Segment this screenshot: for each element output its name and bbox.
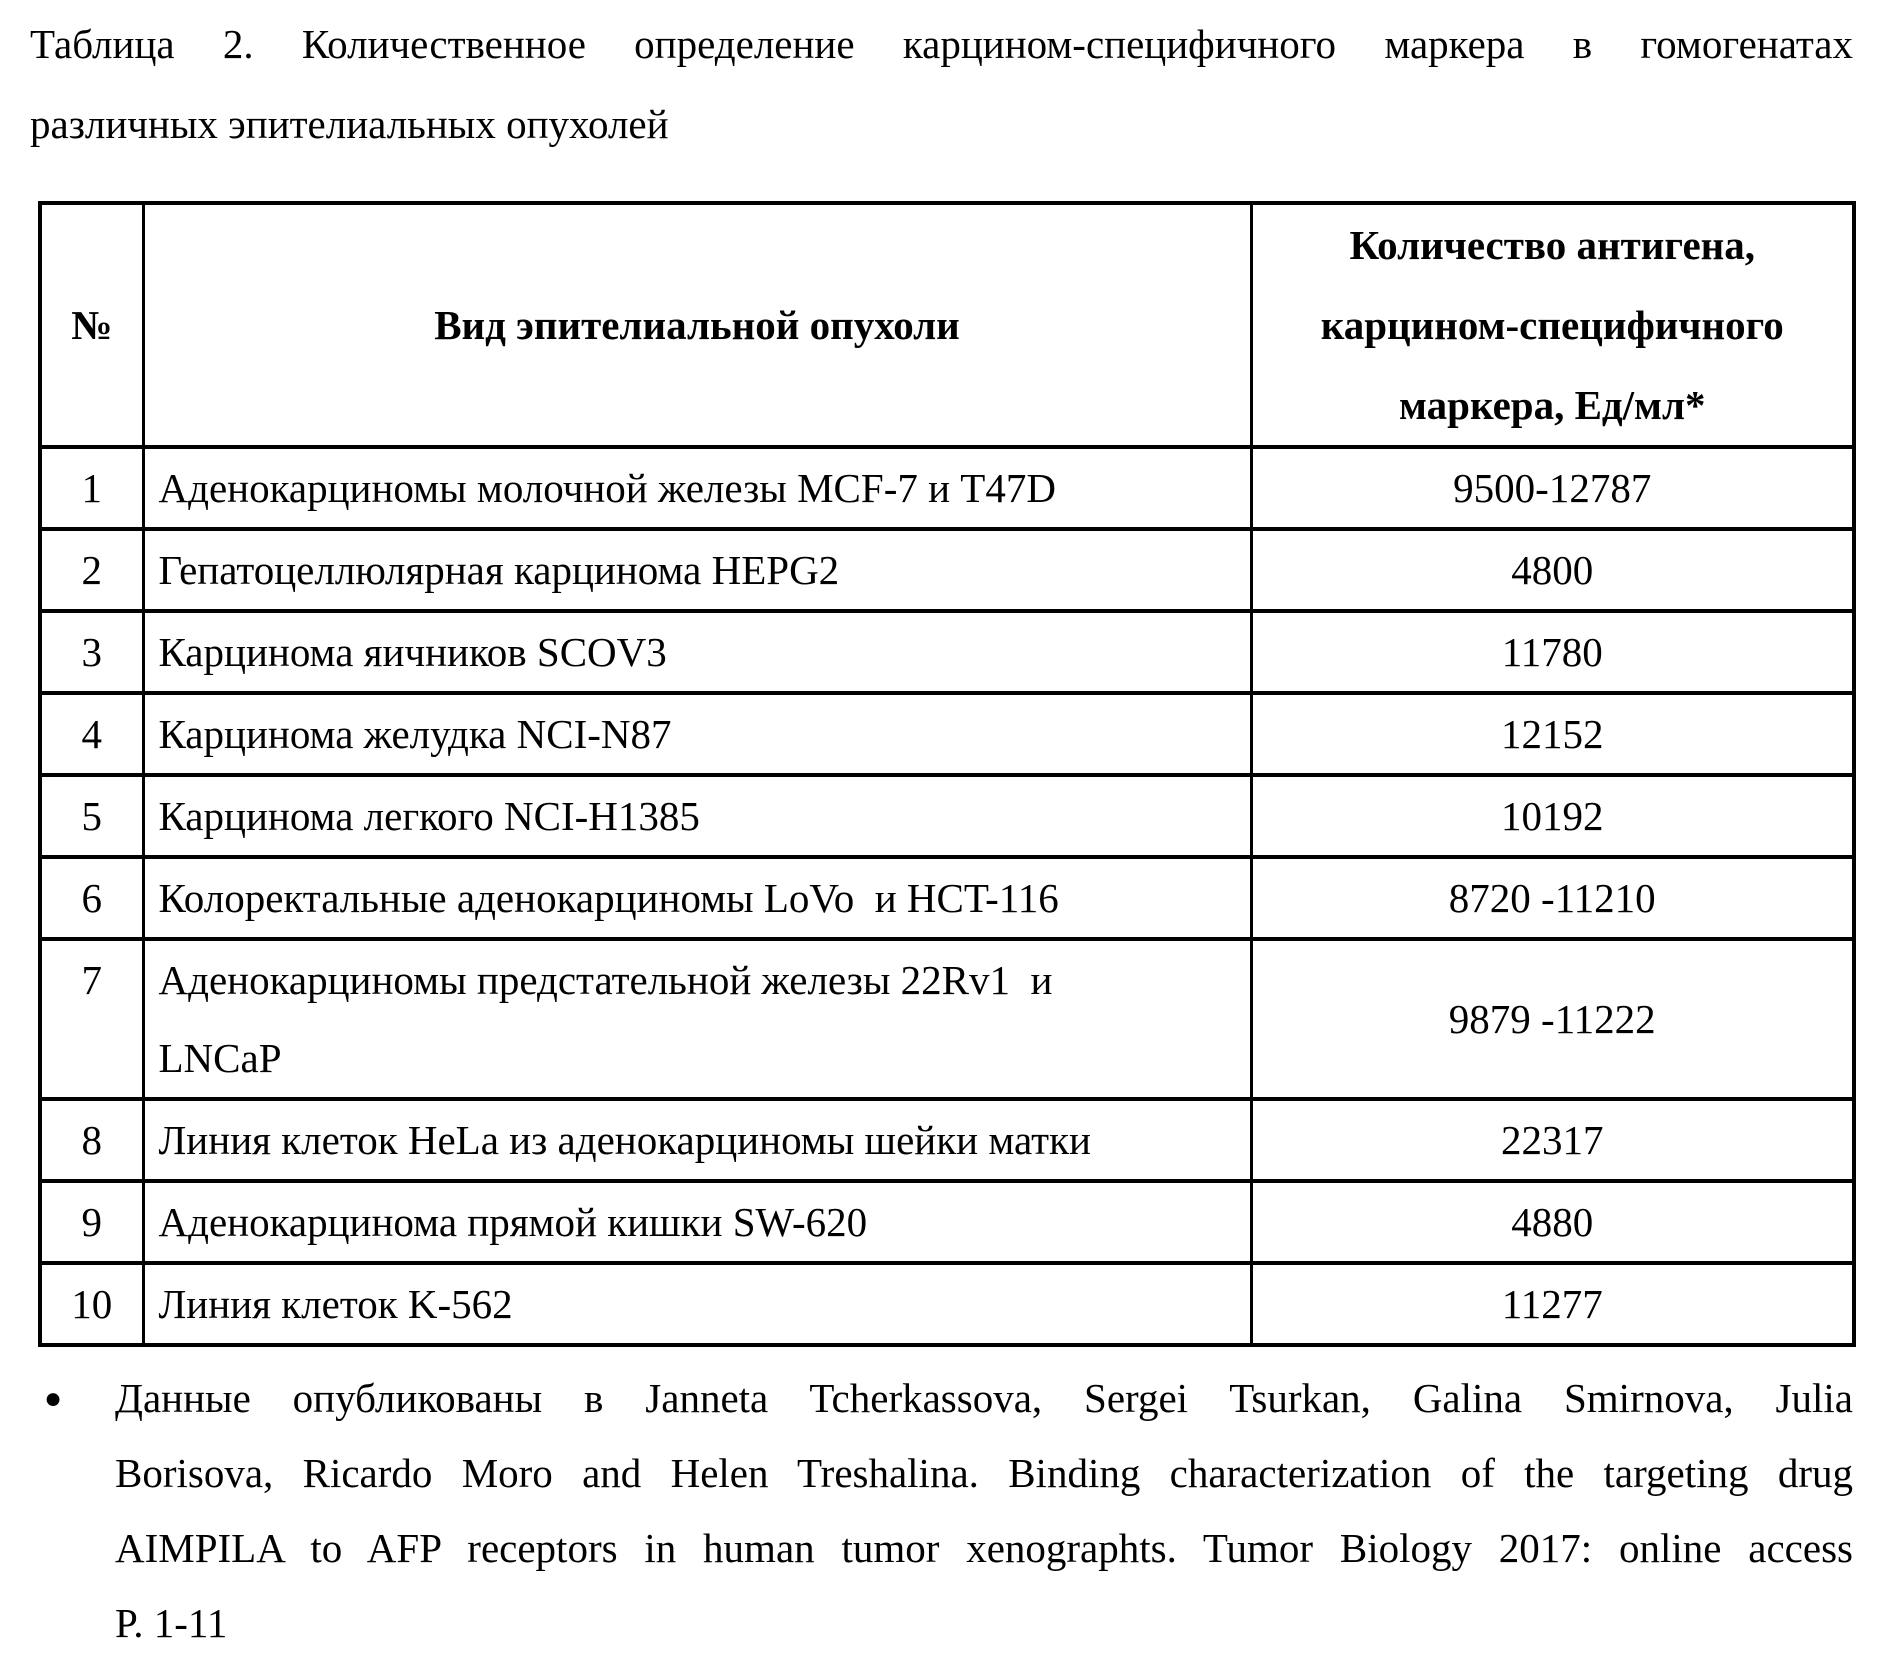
header-number: № [40,203,143,447]
cell-tumor-type: Линия клеток HeLa из аденокарциномы шейки матки [143,1099,1251,1181]
cell-number: 1 [40,447,143,529]
cell-tumor-type: Карцинома легкого NCI-H1385 [143,775,1251,857]
table-row [40,857,1854,939]
cell-tumor-type: Колоректальные аденокарциномы LoVo и HCT-116 [143,857,1251,939]
cell-number: 2 [40,529,143,611]
footnote-text [115,1361,1853,1661]
cell-antigen-amount: 9879 -11222 [1251,939,1854,1099]
cell-tumor-type: Линия клеток K-562 [143,1263,1251,1345]
footnote-line-2: Borisova, Ricardo Moro and Helen Treshalina. Binding characterization of the targeting drug [115,1450,1853,1496]
footnote-line-3: AIMPILA to AFP receptors in human tumor xenographts. Tumor Biology 2017: online access [115,1525,1853,1571]
cell-number: 9 [40,1181,143,1263]
cell-antigen-amount: 8720 -11210 [1251,857,1854,939]
table-caption-line-2: различных эпителиальных опухолей [30,101,669,147]
header-tumor-type: Вид эпителиальной опухоли [143,203,1251,447]
cell-antigen-amount: 4880 [1251,1181,1854,1263]
table-row [40,447,1854,529]
cell-number: 10 [40,1263,143,1345]
cell-tumor-type: Аденокарциномы молочной железы MCF-7 и T47D [143,447,1251,529]
cell-number: 6 [40,857,143,939]
cell-antigen-amount: 10192 [1251,775,1854,857]
cell-number: 5 [40,775,143,857]
cell-tumor-type: Карцинома яичников SCOV3 [143,611,1251,693]
cell-number: 3 [40,611,143,693]
table-row [40,1181,1854,1263]
table-row [40,1099,1854,1181]
table-caption [30,4,1853,164]
cell-tumor-type: Аденокарцинома прямой кишки SW-620 [143,1181,1251,1263]
cell-tumor-type: Карцинома желудка NCI-N87 [143,693,1251,775]
cell-number: 4 [40,693,143,775]
table-row [40,1263,1854,1345]
table-row [40,611,1854,693]
cell-number: 7 [40,939,143,1099]
header-antigen-amount: Количество антигена, карцином-специфичного маркера, Ед/мл* [1251,203,1854,447]
cell-antigen-amount: 12152 [1251,693,1854,775]
footnote-line-4: P. 1-11 [115,1600,228,1646]
cell-antigen-amount: 4800 [1251,529,1854,611]
bullet-icon: ● [44,1382,63,1415]
cell-antigen-amount: 11277 [1251,1263,1854,1345]
table-caption-line-1: Таблица 2. Количественное определение карцином-специфичного маркера в гомогенатах [30,21,1853,67]
cell-antigen-amount: 11780 [1251,611,1854,693]
cell-tumor-type: Гепатоцеллюлярная карцинома HEPG2 [143,529,1251,611]
table-row [40,693,1854,775]
cell-tumor-type: Аденокарциномы предстательной железы 22Rv1 и LNCaP [143,939,1251,1099]
table-row [40,529,1854,611]
footnote [30,1361,1853,1661]
cell-antigen-amount: 9500-12787 [1251,447,1854,529]
table-row [40,939,1854,1099]
footnote-line-1: Данные опубликованы в Janneta Tcherkassova, Sergei Tsurkan, Galina Smirnova, Julia [115,1375,1853,1421]
table-header-row [40,203,1854,447]
tumor-marker-table [38,201,1856,1347]
cell-antigen-amount: 22317 [1251,1099,1854,1181]
cell-number: 8 [40,1099,143,1181]
table-row [40,775,1854,857]
